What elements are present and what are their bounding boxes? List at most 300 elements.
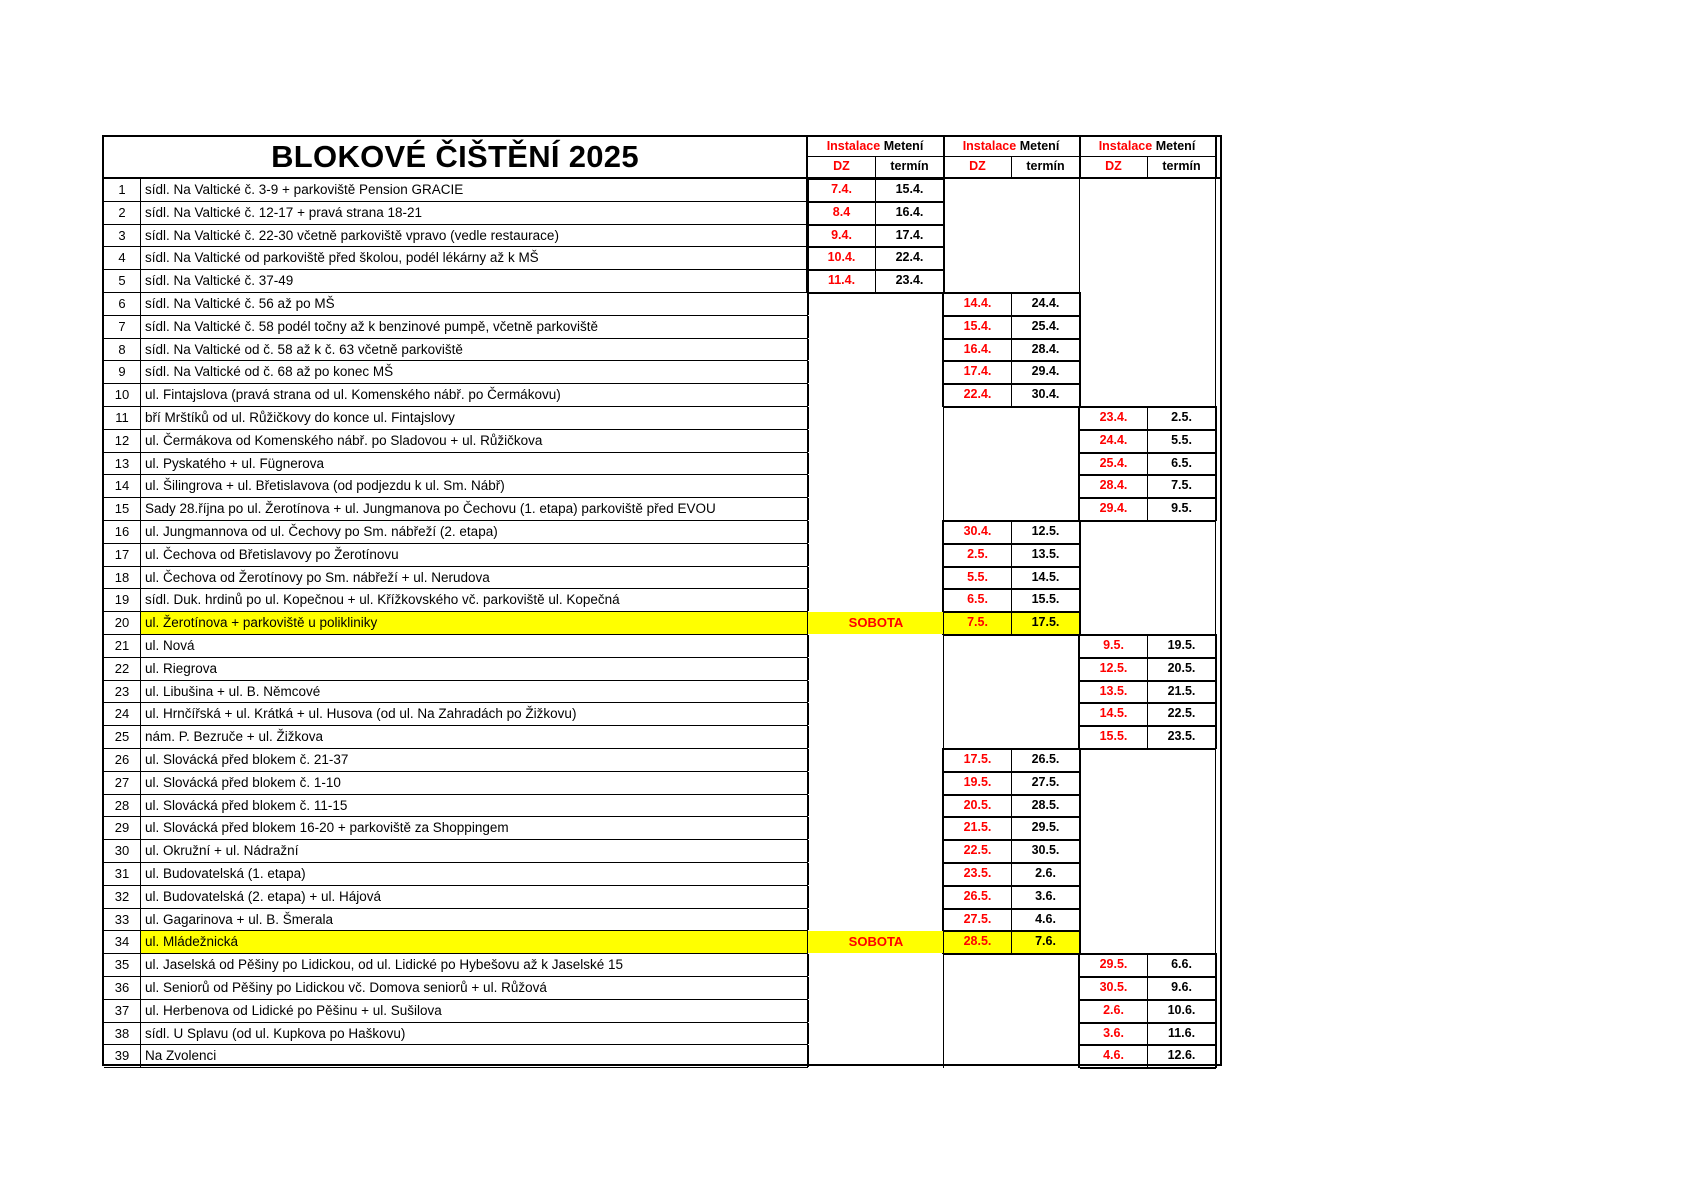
row-separator — [104, 566, 808, 567]
row-separator — [104, 224, 808, 225]
row-termin-date: 23.4. — [895, 273, 924, 288]
row-termin-date: 6.6. — [1171, 957, 1192, 972]
row-dz-date: 29.4. — [1099, 501, 1128, 516]
row-number: 28 — [104, 795, 141, 817]
table-row — [104, 1023, 1220, 1045]
row-dz-date: 8.4 — [832, 204, 851, 219]
cell-border — [1080, 999, 1216, 1001]
row-separator — [104, 794, 808, 795]
row-termin-date: 15.4. — [895, 182, 924, 196]
cell-border — [1147, 658, 1148, 681]
cell-border — [1011, 772, 1012, 795]
row-description: ul. Slovácká před blokem č. 11-15 — [141, 795, 809, 817]
cell-border — [1080, 748, 1216, 750]
row-number: 17 — [104, 544, 141, 566]
row-separator — [104, 839, 808, 840]
row-description: nám. P. Bezruče + ul. Žižkova — [141, 726, 809, 748]
row-separator — [104, 543, 808, 544]
row-number: 18 — [104, 567, 141, 589]
row-termin-date: 17.4. — [895, 227, 924, 242]
row-number: 1 — [104, 179, 141, 201]
schedule-table — [102, 135, 1222, 1066]
group-boundary — [1079, 179, 1080, 1068]
row-description: ul. Libušina + ul. B. Němcové — [141, 681, 809, 703]
header-instalace-label: Instalace — [1098, 139, 1153, 153]
row-number: 25 — [104, 726, 141, 748]
group-divider — [1079, 137, 1081, 177]
cell-border — [1011, 544, 1012, 567]
row-termin-date: 15.5. — [1031, 592, 1060, 607]
row-number: 31 — [104, 863, 141, 885]
cell-border — [1011, 589, 1012, 612]
header-divider — [1080, 156, 1216, 157]
row-termin-date: 30.5. — [1031, 843, 1060, 858]
cell-border — [1080, 953, 1216, 955]
header-col-divider — [1011, 156, 1012, 177]
cell-border — [944, 908, 1080, 910]
header-instalace-label: Instalace — [962, 139, 1017, 153]
cell-border — [944, 520, 1080, 522]
cell-border — [1011, 840, 1012, 863]
row-dz-date: 16.4. — [963, 341, 992, 356]
row-dz-date: 22.4. — [963, 387, 992, 402]
row-number: 33 — [104, 909, 141, 931]
table-row — [104, 270, 1220, 292]
cell-border — [1147, 453, 1148, 476]
table-row — [104, 247, 1220, 269]
row-number: 11 — [104, 407, 141, 429]
row-dz-date: 5.5. — [967, 569, 988, 584]
row-separator — [104, 406, 808, 407]
row-separator — [104, 360, 808, 361]
row-termin-date: 22.5. — [1167, 706, 1196, 721]
row-description: ul. Herbenova od Lidické po Pěšinu + ul. Sušilova — [141, 1000, 809, 1022]
row-termin-date: 30.4. — [1031, 387, 1060, 402]
row-description: ul. Nová — [141, 635, 809, 657]
cell-border — [1080, 725, 1216, 727]
row-number: 12 — [104, 430, 141, 452]
cell-border — [944, 315, 1080, 317]
table-row — [104, 703, 1220, 725]
row-number: 9 — [104, 361, 141, 383]
header-termin-label: termín — [890, 159, 929, 173]
row-dz-date: 27.5. — [963, 911, 992, 926]
row-description: ul. Čermákova od Komenského nábř. po Sladovou + ul. Růžičkova — [141, 430, 809, 452]
cell-border — [1080, 406, 1216, 408]
row-dz-date: 11.4. — [827, 273, 856, 288]
header-dz-label: DZ — [833, 159, 850, 173]
row-termin-date: 24.4. — [1031, 296, 1060, 310]
cell-border — [1011, 931, 1012, 954]
cell-border — [1011, 521, 1012, 544]
row-dz-date: 28.4. — [1099, 478, 1128, 493]
row-dz-date: 3.6. — [1103, 1025, 1124, 1040]
row-separator — [104, 520, 808, 521]
row-termin-date: 16.4. — [895, 204, 924, 219]
cell-border — [1147, 681, 1148, 704]
row-number: 35 — [104, 954, 141, 976]
table-row — [104, 475, 1220, 497]
row-dz-date: 7.5. — [944, 612, 1011, 634]
row-termin-date: 4.6. — [1035, 911, 1056, 926]
cell-border — [1147, 1000, 1148, 1023]
row-dz-date: 17.4. — [963, 364, 992, 379]
row-separator — [104, 930, 808, 931]
row-termin-date: 14.5. — [1031, 569, 1060, 584]
row-number: 23 — [104, 681, 141, 703]
cell-border — [806, 269, 808, 293]
row-termin-date: 23.5. — [1167, 729, 1196, 744]
row-dz-date: 19.5. — [963, 774, 992, 789]
row-termin-date: 28.5. — [1031, 797, 1060, 812]
row-termin-date: 12.6. — [1167, 1048, 1196, 1063]
cell-border — [944, 611, 1080, 613]
row-termin-date: 10.6. — [1167, 1002, 1196, 1017]
cell-border — [1011, 886, 1012, 909]
row-number: 30 — [104, 840, 141, 862]
row-separator — [104, 748, 808, 749]
group-divider — [943, 137, 945, 177]
cell-border — [944, 885, 1080, 887]
row-termin-date: 29.5. — [1031, 820, 1060, 835]
table-row — [104, 954, 1220, 976]
row-separator — [104, 862, 808, 863]
row-termin-date: 28.4. — [1031, 341, 1060, 356]
cell-border — [1011, 612, 1012, 635]
row-description: ul. Budovatelská (1. etapa) — [141, 863, 809, 885]
cell-border — [1147, 475, 1148, 498]
cell-border — [808, 292, 944, 294]
cell-border — [1147, 726, 1148, 749]
cell-border — [875, 202, 876, 225]
row-separator — [104, 588, 808, 589]
row-separator — [104, 657, 808, 658]
cell-border — [944, 930, 1080, 932]
row-termin-date: 12.5. — [1031, 524, 1060, 538]
row-number: 34 — [104, 931, 141, 953]
row-description: sídl. Na Valtické č. 58 podél točny až k benzinové pumpě, včetně parkoviště — [141, 316, 809, 338]
cell-border — [806, 246, 808, 270]
row-dz-date: 22.5. — [963, 843, 992, 858]
cell-border — [1011, 909, 1012, 932]
row-dz-date: 6.5. — [967, 592, 988, 607]
header-divider — [944, 156, 1080, 157]
header-col-divider — [1147, 156, 1148, 177]
page-title: BLOKOVÉ ČIŠTĚNÍ 2025 — [104, 137, 808, 177]
cell-border — [1147, 1023, 1148, 1046]
cell-border — [1080, 520, 1216, 522]
cell-border — [1147, 498, 1148, 521]
cell-border — [1011, 749, 1012, 772]
row-dz-date: 14.5. — [1099, 706, 1128, 721]
row-description: sídl. Na Valtické č. 56 až po MŠ — [141, 293, 809, 315]
row-termin-date: 17.5. — [1012, 612, 1079, 634]
row-description: ul. Budovatelská (2. etapa) + ul. Hájová — [141, 886, 809, 908]
header-meteni-label: Metení — [1019, 139, 1060, 153]
cell-border — [944, 338, 1080, 340]
cell-border — [1080, 702, 1216, 704]
row-description: sídl. Na Valtické od č. 68 až po konec MŠ — [141, 361, 809, 383]
table-row — [104, 202, 1220, 224]
row-number: 29 — [104, 817, 141, 839]
cell-border — [944, 771, 1080, 773]
header-dz-label: DZ — [969, 159, 986, 173]
row-description: Sady 28.října po ul. Žerotínova + ul. Jungmanova po Čechovu (1. etapa) parkoviště před EVOU — [141, 498, 809, 520]
cell-border — [944, 360, 1080, 362]
row-termin-date: 22.4. — [895, 250, 924, 265]
row-description: ul. Seniorů od Pěšiny po Lidickou vč. Domova seniorů + ul. Růžová — [141, 977, 809, 999]
cell-border — [1080, 497, 1216, 499]
row-dz-date: 23.5. — [963, 866, 992, 880]
row-termin-date: 26.5. — [1031, 752, 1060, 766]
row-dz-date: 15.5. — [1099, 729, 1128, 744]
group-divider — [1215, 137, 1217, 177]
row-termin-date: 5.5. — [1171, 432, 1192, 447]
row-number: 20 — [104, 612, 141, 634]
cell-border — [944, 634, 1080, 636]
row-separator — [104, 497, 808, 498]
row-separator — [104, 315, 808, 316]
cell-border — [1011, 293, 1012, 316]
cell-border — [944, 794, 1080, 796]
cell-border — [1147, 977, 1148, 1000]
cell-border — [944, 816, 1080, 818]
row-separator — [104, 429, 808, 430]
row-separator — [104, 999, 808, 1000]
row-dz-date: 23.4. — [1099, 410, 1128, 424]
row-number: 16 — [104, 521, 141, 543]
row-termin-date: 7.6. — [1012, 931, 1079, 953]
header-dz-label: DZ — [1105, 159, 1122, 173]
row-description: sídl. Na Valtické č. 22-30 včetně parkoviště vpravo (vedle restaurace) — [141, 225, 809, 247]
header-meteni-label: Metení — [883, 139, 924, 153]
row-sobota-label: SOBOTA — [808, 931, 944, 953]
row-description: sídl. Na Valtické č. 37-49 — [141, 270, 809, 292]
row-description: ul. Okružní + ul. Nádražní — [141, 840, 809, 862]
row-dz-date: 13.5. — [1099, 683, 1128, 698]
row-separator — [104, 680, 808, 681]
cell-border — [1011, 863, 1012, 886]
row-termin-date: 2.5. — [1171, 410, 1192, 424]
row-termin-date: 13.5. — [1031, 546, 1060, 561]
row-dz-date: 21.5. — [963, 820, 992, 835]
cell-border — [1080, 1067, 1216, 1069]
cell-border — [808, 269, 944, 271]
row-termin-date: 2.6. — [1035, 866, 1056, 880]
cell-border — [1011, 817, 1012, 840]
row-separator — [104, 269, 808, 270]
row-description: ul. Gagarinova + ul. B. Šmerala — [141, 909, 809, 931]
header-group-3 — [1080, 137, 1214, 156]
cell-border — [944, 406, 1080, 408]
row-description: ul. Riegrova — [141, 658, 809, 680]
row-description: ul. Mládežnická — [141, 931, 809, 953]
row-termin-date: 19.5. — [1167, 638, 1196, 652]
cell-border — [806, 178, 808, 202]
row-description: bří Mrštíků od ul. Růžičkovy do konce ul. Fintajslovy — [141, 407, 809, 429]
cell-border — [944, 383, 1080, 385]
row-dz-date: 12.5. — [1099, 660, 1128, 675]
row-dz-date: 30.4. — [963, 524, 992, 538]
row-number: 37 — [104, 1000, 141, 1022]
row-number: 36 — [104, 977, 141, 999]
cell-border — [944, 543, 1080, 545]
row-separator — [104, 725, 808, 726]
cell-border — [875, 179, 876, 202]
header-divider — [808, 156, 944, 157]
group-boundary — [1215, 179, 1216, 1068]
row-dz-date: 10.4. — [827, 250, 856, 265]
cell-border — [1011, 361, 1012, 384]
row-termin-date: 3.6. — [1035, 888, 1056, 903]
header-instalace-label: Instalace — [826, 139, 881, 153]
row-separator — [104, 474, 808, 475]
row-description: Na Zvolenci — [141, 1045, 809, 1067]
row-number: 13 — [104, 453, 141, 475]
cell-border — [1080, 474, 1216, 476]
cell-border — [875, 270, 876, 293]
cell-border — [944, 748, 1080, 750]
header-group-2 — [944, 137, 1078, 156]
table-row — [104, 407, 1220, 429]
table-row — [104, 179, 1220, 201]
row-separator — [104, 976, 808, 977]
row-termin-date: 9.5. — [1171, 501, 1192, 516]
row-dz-date: 24.4. — [1099, 432, 1128, 447]
row-number: 2 — [104, 202, 141, 224]
row-separator — [104, 634, 808, 635]
row-description: sídl. Na Valtické od č. 58 až k č. 63 včetně parkoviště — [141, 339, 809, 361]
cell-border — [808, 224, 944, 226]
row-number: 26 — [104, 749, 141, 771]
table-row — [104, 430, 1220, 452]
row-dz-date: 9.4. — [831, 227, 852, 242]
row-description: sídl. Na Valtické č. 3-9 + parkoviště Pension GRACIE — [141, 179, 809, 201]
row-description: ul. Jaselská od Pěšiny po Lidickou, od ul. Lidické po Hybešovu až k Jaselské 15 — [141, 954, 809, 976]
cell-border — [806, 224, 808, 248]
row-number: 6 — [104, 293, 141, 315]
row-number: 8 — [104, 339, 141, 361]
row-number: 5 — [104, 270, 141, 292]
row-separator — [104, 1067, 808, 1068]
row-dz-date: 25.4. — [1099, 455, 1128, 470]
table-row — [104, 977, 1220, 999]
row-termin-date: 9.6. — [1171, 980, 1192, 994]
table-row — [104, 1000, 1220, 1022]
row-termin-date: 6.5. — [1171, 455, 1192, 470]
row-dz-date: 2.6. — [1103, 1002, 1124, 1017]
row-description: ul. Hrnčířská + ul. Krátká + ul. Husova (od ul. Na Zahradách po Žižkovu) — [141, 703, 809, 725]
row-termin-date: 21.5. — [1167, 683, 1196, 698]
cell-border — [1147, 635, 1148, 658]
table-row — [104, 658, 1220, 680]
row-separator — [104, 908, 808, 909]
row-termin-date: 25.4. — [1031, 318, 1060, 333]
group-boundary — [943, 179, 944, 1068]
row-dz-date: 29.5. — [1099, 957, 1128, 972]
cell-border — [944, 839, 1080, 841]
row-dz-date: 28.5. — [944, 931, 1011, 953]
row-separator — [104, 201, 808, 202]
cell-border — [875, 225, 876, 248]
cell-border — [808, 246, 944, 248]
row-separator — [104, 953, 808, 954]
cell-border — [1147, 954, 1148, 977]
row-termin-date: 20.5. — [1167, 660, 1196, 675]
table-row — [104, 225, 1220, 247]
row-dz-date: 17.5. — [963, 752, 992, 766]
row-separator — [104, 246, 808, 247]
row-number: 21 — [104, 635, 141, 657]
row-sobota-label: SOBOTA — [808, 612, 944, 634]
row-termin-date: 7.5. — [1171, 478, 1192, 493]
row-description: ul. Slovácká před blokem č. 1-10 — [141, 772, 809, 794]
cell-border — [875, 247, 876, 270]
cell-border — [1147, 1045, 1148, 1068]
row-number: 39 — [104, 1045, 141, 1067]
row-number: 4 — [104, 247, 141, 269]
cell-border — [808, 201, 944, 203]
cell-border — [806, 201, 808, 225]
row-number: 3 — [104, 225, 141, 247]
cell-border — [1080, 976, 1216, 978]
row-description: sídl. Na Valtické č. 12-17 + pravá strana 18-21 — [141, 202, 809, 224]
cell-border — [1080, 452, 1216, 454]
row-dz-date: 26.5. — [963, 888, 992, 903]
row-description: sídl. Duk. hrdinů po ul. Kopečnou + ul. Křížkovského vč. parkoviště ul. Kopečná — [141, 589, 809, 611]
row-description: ul. Čechova od Břetislavovy po Žerotínovu — [141, 544, 809, 566]
cell-border — [1080, 429, 1216, 431]
row-separator — [104, 1044, 808, 1045]
row-termin-date: 29.4. — [1031, 364, 1060, 379]
row-dz-date: 14.4. — [963, 296, 992, 310]
cell-border — [1011, 567, 1012, 590]
cell-border — [1011, 795, 1012, 818]
row-description: sídl. U Splavu (od ul. Kupkova po Haškovu) — [141, 1023, 809, 1045]
row-separator — [104, 338, 808, 339]
row-separator — [104, 292, 808, 293]
row-number: 7 — [104, 316, 141, 338]
table-row — [104, 1045, 1220, 1067]
cell-border — [1147, 703, 1148, 726]
row-number: 38 — [104, 1023, 141, 1045]
header-meteni-label: Metení — [1155, 139, 1196, 153]
header-bottom-line — [104, 177, 1220, 179]
table-row — [104, 453, 1220, 475]
row-description: ul. Slovácká před blokem č. 21-37 — [141, 749, 809, 771]
row-dz-date: 2.5. — [967, 546, 988, 561]
row-separator — [104, 816, 808, 817]
cell-border — [944, 292, 1080, 294]
row-separator — [104, 452, 808, 453]
table-row — [104, 498, 1220, 520]
header-col-divider — [875, 156, 876, 177]
row-number: 32 — [104, 886, 141, 908]
row-separator — [104, 1022, 808, 1023]
header-termin-label: termín — [1026, 159, 1065, 173]
row-separator — [104, 383, 808, 384]
row-number: 15 — [104, 498, 141, 520]
cell-border — [1080, 634, 1216, 636]
row-description: ul. Žerotínova + parkoviště u polikliniky — [141, 612, 809, 634]
table-row — [104, 681, 1220, 703]
cell-border — [1080, 657, 1216, 659]
cell-border — [944, 566, 1080, 568]
header-termin-label: termín — [1162, 159, 1201, 173]
cell-border — [808, 178, 944, 180]
row-description: ul. Fintajslova (pravá strana od ul. Komenského nábř. po Čermákovu) — [141, 384, 809, 406]
cell-border — [1011, 339, 1012, 362]
